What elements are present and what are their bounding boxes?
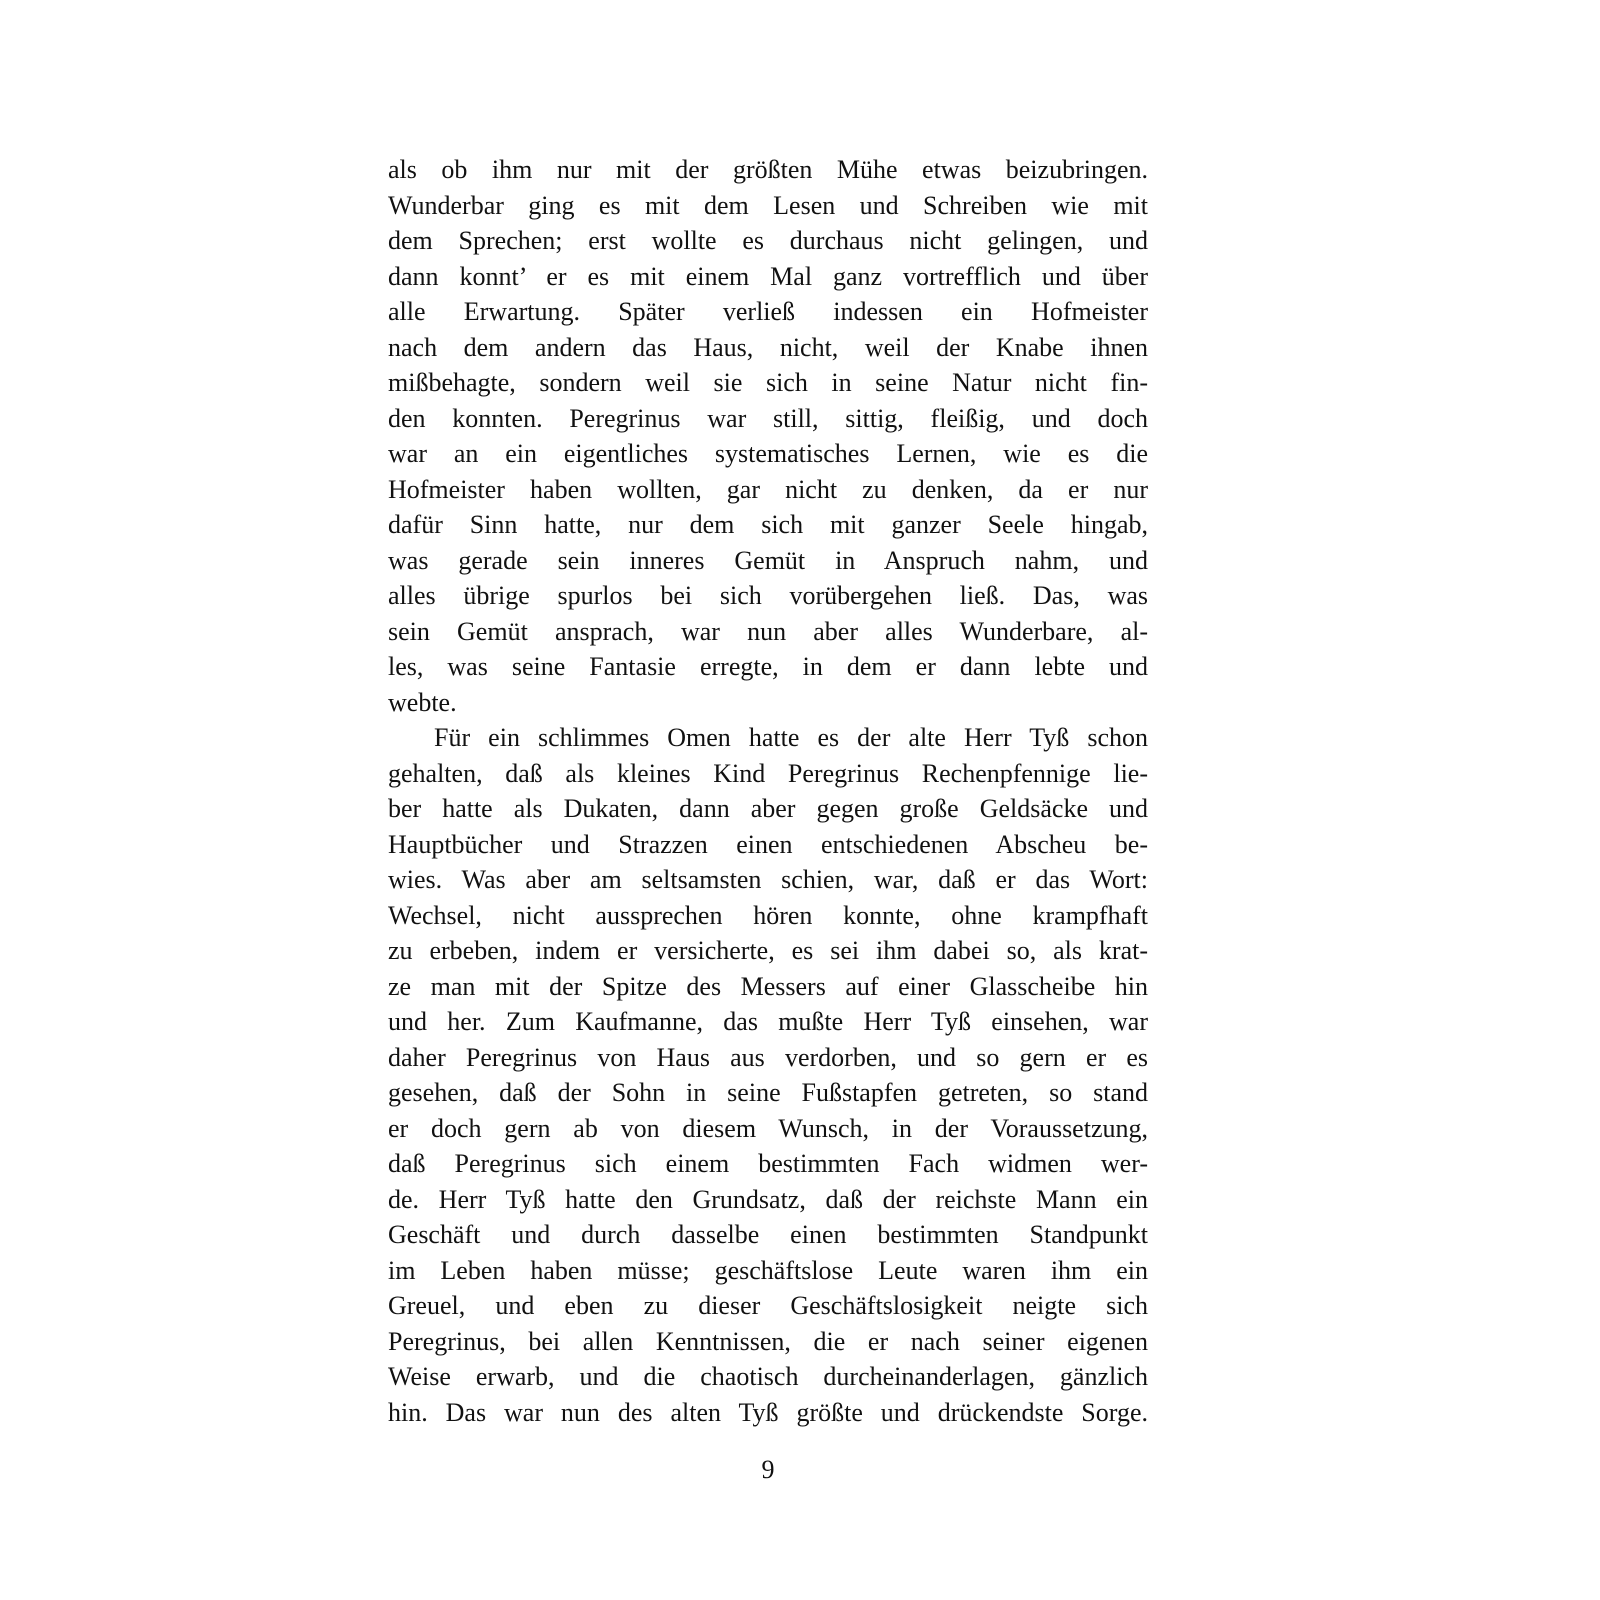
text-line: Wechsel, nicht aussprechen hören konnte, ohne krampfhaft: [388, 900, 1148, 930]
text-line: les, was seine Fantasie erregte, in dem er dann lebte und: [388, 652, 1148, 681]
text-line: war an ein eigentliches systematisches Lernen, wie es die: [388, 439, 1148, 468]
page-number: 9: [761, 1455, 775, 1484]
text-line: Greuel, und eben zu dieser Geschäftslosigkeit neigte sich: [388, 1291, 1148, 1320]
text-line: alles übrige spurlos bei sich vorübergehen ließ. Das, was: [388, 581, 1148, 610]
text-line: im Leben haben müsse; geschäftslose Leute waren ihm ein: [388, 1255, 1148, 1285]
text-line: webte.: [388, 687, 457, 717]
text-line: ber hatte als Dukaten, dann aber gegen große Geldsäcke und: [388, 794, 1148, 823]
text-line: Hauptbücher und Strazzen einen entschiedenen Abscheu be-: [388, 829, 1148, 859]
text-line: daß Peregrinus sich einem bestimmten Fach widmen wer-: [388, 1149, 1148, 1178]
text-line: und her. Zum Kaufmanne, das mußte Herr Tyß einsehen, war: [388, 1007, 1148, 1036]
text-line: wies. Was aber am seltsamsten schien, war, daß er das Wort:: [388, 865, 1148, 894]
text-line: mißbehagte, sondern weil sie sich in seine Natur nicht fin-: [388, 368, 1148, 397]
text-line: sein Gemüt ansprach, war nun aber alles Wunderbare, al-: [388, 616, 1148, 646]
text-line: Peregrinus, bei allen Kenntnissen, die er nach seiner eigenen: [388, 1326, 1148, 1356]
text-line: Wunderbar ging es mit dem Lesen und Schreiben wie mit: [388, 190, 1148, 220]
text-line: alle Erwartung. Später verließ indessen ein Hofmeister: [388, 297, 1148, 326]
text-line: nach dem andern das Haus, nicht, weil der Knabe ihnen: [388, 332, 1148, 362]
text-line: gehalten, daß als kleines Kind Peregrinus Rechenpfennige lie-: [388, 758, 1148, 788]
body-text: [388, 152, 1148, 1430]
paragraph-2: [388, 720, 1148, 1430]
text-line: was gerade sein inneres Gemüt in Anspruch nahm, und: [388, 545, 1148, 575]
text-line: den konnten. Peregrinus war still, sittig, fleißig, und doch: [388, 403, 1148, 433]
text-line: dafür Sinn hatte, nur dem sich mit ganzer Seele hingab,: [388, 510, 1148, 539]
text-line: Weise erwarb, und die chaotisch durcheinanderlagen, gänzlich: [388, 1362, 1148, 1391]
text-line: dem Sprechen; erst wollte es durchaus nicht gelingen, und: [388, 226, 1148, 255]
text-line: daher Peregrinus von Haus aus verdorben, und so gern er es: [388, 1042, 1148, 1072]
text-line: dann konnt’ er es mit einem Mal ganz vortrefflich und über: [388, 261, 1148, 291]
text-line: er doch gern ab von diesem Wunsch, in der Voraussetzung,: [388, 1113, 1148, 1143]
text-line: Geschäft und durch dasselbe einen bestimmten Standpunkt: [388, 1220, 1148, 1249]
text-line: Für ein schlimmes Omen hatte es der alte Herr Tyß schon: [434, 723, 1148, 752]
text-line: Hofmeister haben wollten, gar nicht zu denken, da er nur: [388, 474, 1148, 504]
text-line: zu erbeben, indem er versicherte, es sei ihm dabei so, als krat-: [388, 936, 1148, 965]
text-line: gesehen, daß der Sohn in seine Fußstapfen getreten, so stand: [388, 1078, 1148, 1107]
text-line: de. Herr Tyß hatte den Grundsatz, daß der reichste Mann ein: [388, 1184, 1148, 1214]
text-line: ze man mit der Spitze des Messers auf einer Glasscheibe hin: [388, 971, 1148, 1001]
text-line: als ob ihm nur mit der größten Mühe etwas beizubringen.: [388, 155, 1148, 184]
text-line: hin. Das war nun des alten Tyß größte und drückendste Sorge.: [388, 1397, 1148, 1427]
paragraph-1: [388, 152, 1148, 720]
